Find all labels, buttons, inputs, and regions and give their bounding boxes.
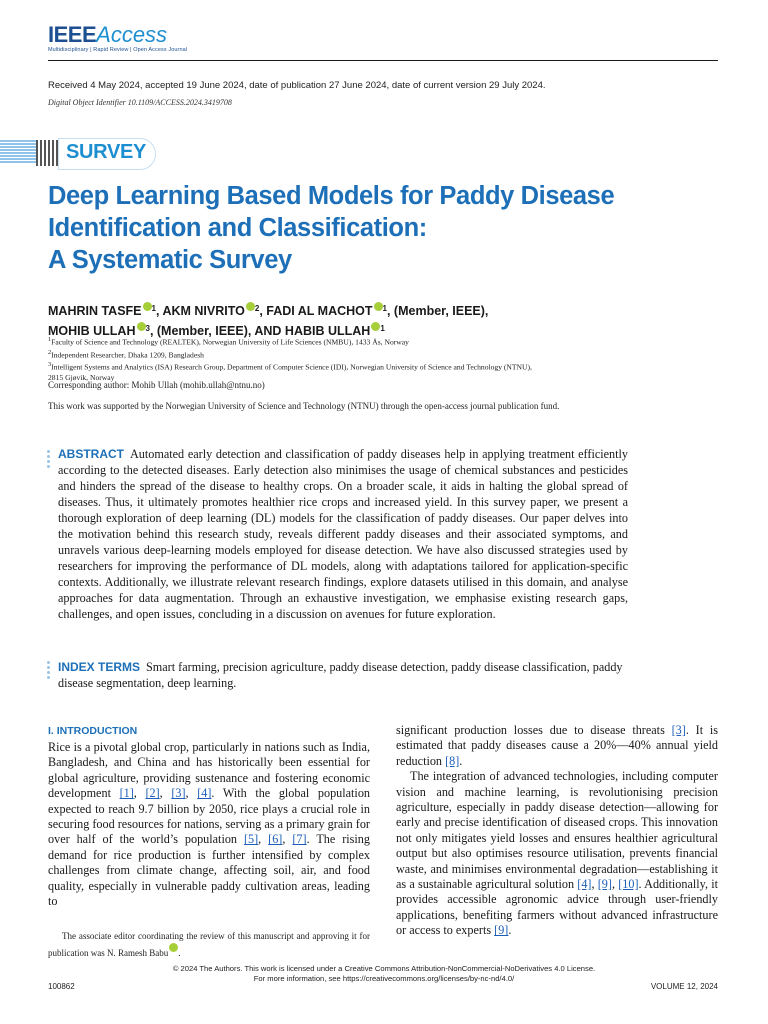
right-column — [396, 723, 718, 939]
paper-title — [48, 180, 688, 276]
logo-access: Access — [96, 22, 168, 47]
citation-link[interactable]: [7] — [292, 832, 307, 847]
article-type-banner — [0, 136, 160, 170]
editor-footnote: The associate editor coordinating the review of this manuscript and approving it for publication was N. Ramesh Babu . — [48, 931, 370, 958]
affiliation-line: 2815 Gjøvik, Norway — [48, 372, 115, 382]
citation-link[interactable]: [4] — [197, 786, 212, 801]
citation-link[interactable]: [9] — [597, 877, 612, 892]
author-name: , FADI AL MACHOT — [259, 304, 373, 318]
author-list — [48, 300, 708, 340]
affiliation-line: $^2$Independent Researcher, Dhaka 1209, Bangladesh — [48, 348, 204, 360]
citation-link[interactable]: [3] — [671, 723, 686, 737]
header-divider — [48, 60, 718, 61]
author-note: , (Member, IEEE), — [386, 304, 489, 318]
citation-link[interactable]: [6] — [268, 832, 283, 847]
abstract — [58, 446, 628, 622]
author-affil-sup: 1 — [151, 304, 156, 313]
orcid-icon[interactable] — [143, 302, 152, 311]
citation-link[interactable]: [9] — [494, 923, 509, 938]
orcid-icon[interactable] — [374, 302, 383, 311]
author-name: MOHIB ULLAH — [48, 324, 136, 338]
author-affil-sup: 2 — [254, 304, 260, 313]
index-terms-heading: INDEX TERMS — [58, 660, 141, 674]
title-line: A Systematic Survey — [48, 246, 292, 274]
affiliations — [48, 335, 708, 383]
paragraph: The integration of advanced technologies, including computer vision and machine learning, is revolutionising precision agriculture, especially in paddy disease detection—allowing for early and precise identification of diseased crops. This innovation not only mitigates yield losses and ensures healthier agricultural output but also optimises resource utilisation, prevents financial waste, and minimises environmental degradation—establishing it as a sustainable agricultural solution [4], [9], [10]. Additionally, it provides accessible agronomic advice through user-friendly applications, benefiting farmers without advanced infrastructure or access to experts [9]. — [396, 769, 718, 938]
abstract-heading: ABSTRACT — [58, 447, 124, 461]
paragraph: significant production losses due to disease threats [3]. It is estimated that paddy diseases cause a 20%—40% annual yield reduction [8]. — [396, 723, 718, 768]
logo-tagline: Multidisciplinary | Rapid Review | Open Access Journal — [48, 47, 188, 53]
author-affil-sup: 1 — [382, 304, 387, 313]
page-number: 100862 — [48, 982, 75, 991]
author-name: , (Member, IEEE), AND HABIB ULLAH — [149, 324, 371, 338]
citation-link[interactable]: [2] — [145, 786, 160, 801]
received-dates: Received 4 May 2024, accepted 19 June 2024, date of publication 27 June 2024, date of current version 29 July 2024. — [48, 80, 546, 91]
author-name: MAHRIN TASFE — [48, 304, 142, 318]
corresponding-author: Corresponding author: Mohib Ullah (mohib.ullah@ntnu.no) — [48, 380, 265, 390]
funding-note: This work was supported by the Norwegian University of Science and Technology (NTNU) through the open-access journal publication fund. — [48, 401, 560, 411]
orcid-icon[interactable] — [246, 302, 255, 311]
index-terms-marker-dots — [47, 661, 51, 681]
journal-logo — [48, 22, 187, 53]
logo-ieee: IEEE — [48, 22, 97, 47]
left-column: Rice is a pivotal global crop, particularly in nations such as India, Bangladesh, and China and has historically been essential for global agriculture, providing sustenance and fostering economic development [1], [2], [3], [4]. With the global population expected to reach 9.7 billion by 2050, rice plays a crucial role in securing food resources for nations, serving as a primary grain for over half of the world’s population [5], [6], [7]. The rising demand for rice production is further intensified by complex challenges from climate change, affecting soil, air, and food quality, especially in vulnerable paddy cultivation areas, leading to — [48, 740, 371, 909]
orcid-icon[interactable] — [169, 943, 178, 952]
citation-link[interactable]: [5] — [243, 832, 259, 847]
abstract-text: Automated early detection and classification of paddy diseases help in applying treatment efficiently according to the detected diseases. Early detection also minimises the usage of chemical substances and pesticides and hinders the spread of the disease to healthy crops. On a broader scale, it aids in halting the global spread of diseases. Thus, it ultimately promotes healthier rice crops and increased yield. In this survey paper, we present a thorough exploration of deep learning (DL) models for the classification of paddy diseases. Our paper delves into the motivation behind this research study, reveals different paddy diseases and their associated symptoms, and unravels various deep-learning models employed for disease detection. We have also discussed strategies used by researchers for improving the performance of DL models, along with adaptations tailored for application-specific contexts. Additionally, we illustrate relevant research findings, explore datasets utilised in this domain, and analyse approaches for data augmentation. Through an exhaustive investigation, we emphasise existing research gaps, challenges, and open issues, concluding in a discussion on avenues for future exploration. — [58, 447, 628, 621]
author-affil-sup: 3 — [145, 324, 150, 333]
affiliation-line: $^3$Intelligent Systems and Analytics (ISA) Research Group, Department of Computer Science (IDI), Norwegian University of Science and Technology (NTNU), — [48, 361, 532, 372]
citation-link[interactable]: [4] — [577, 877, 592, 892]
orcid-icon[interactable] — [371, 322, 380, 331]
index-terms — [58, 659, 638, 691]
author-name: , AKM NIVRITO — [155, 304, 245, 318]
index-terms-text: Smart farming, precision agriculture, paddy disease detection, paddy disease classification, paddy disease segmentation, deep learning. — [58, 660, 623, 690]
author-affil-sup: 1 — [380, 324, 385, 333]
article-type-label: SURVEY — [66, 141, 147, 163]
orcid-icon[interactable] — [137, 322, 146, 331]
affiliation-line: $^1$Faculty of Science and Technology (REALTEK), Norwegian University of Life Sciences (NMBU), 1433 Ås, Norway — [48, 336, 409, 347]
citation-link[interactable]: [3] — [171, 786, 186, 801]
abstract-marker-dots — [47, 450, 51, 470]
section-heading: I. INTRODUCTION — [48, 725, 138, 737]
license-link-line[interactable]: For more information, see https://creativecommons.org/licenses/by-nc-nd/4.0/ — [253, 974, 515, 983]
license-line: © 2024 The Authors. This work is licensed under a Creative Commons Attribution-NonCommercial-NoDerivatives 4.0 License. — [172, 964, 596, 973]
title-line: Deep Learning Based Models for Paddy Disease — [48, 182, 615, 210]
doi-line: Digital Object Identifier 10.1109/ACCESS.2024.3419708 — [48, 98, 232, 107]
volume-info: VOLUME 12, 2024 — [650, 982, 718, 991]
banner-stripes — [0, 140, 36, 166]
citation-link[interactable]: [10] — [618, 877, 639, 892]
citation-link[interactable]: [1] — [119, 786, 134, 801]
title-line: Identification and Classification: — [48, 214, 427, 242]
banner-bars — [36, 140, 60, 166]
license-notice — [0, 964, 768, 984]
citation-link[interactable]: [8] — [445, 753, 460, 768]
